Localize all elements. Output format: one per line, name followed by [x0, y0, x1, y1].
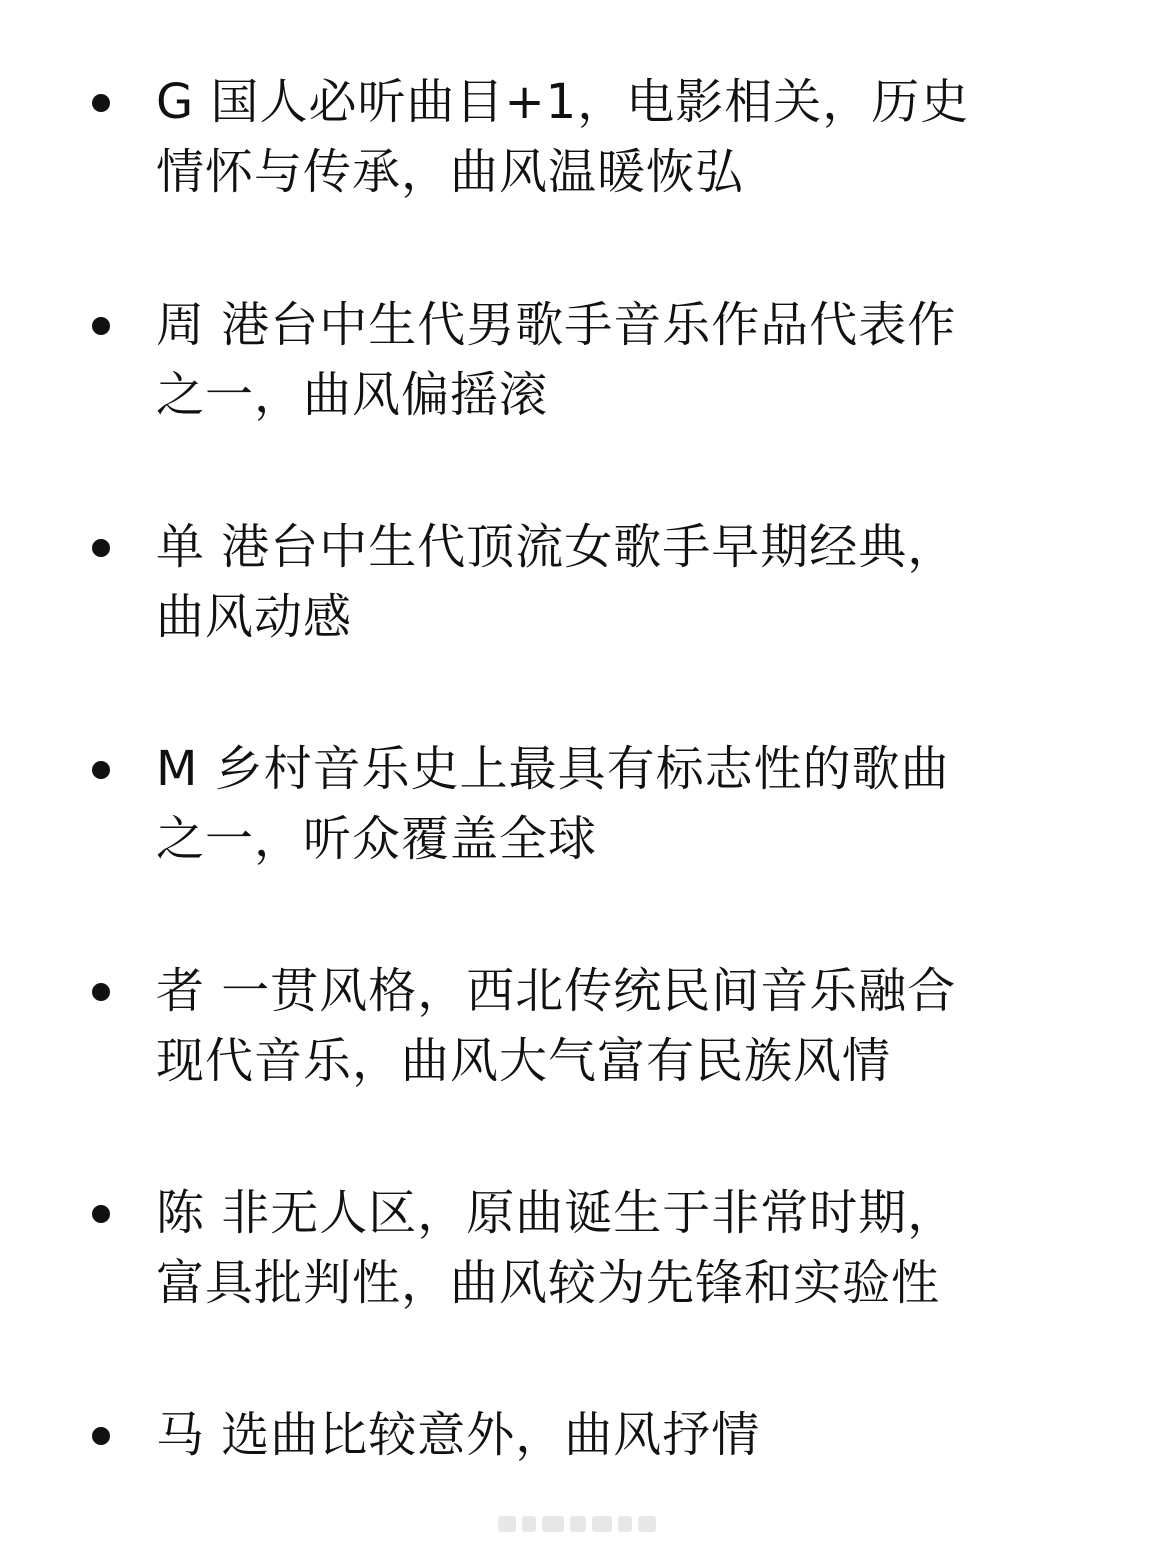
watermark-mark [522, 1516, 536, 1532]
list-item-text: 者 一贯风格，西北传统民间音乐融合 现代音乐，曲风大气富有民族风情 [156, 963, 957, 1089]
bullet-dot [92, 94, 110, 112]
bullet-dot [92, 1205, 110, 1223]
bullet-dot [92, 761, 110, 779]
list-item-text: 马 选曲比较意外，曲风抒情 [156, 1407, 761, 1463]
watermark-mark [570, 1516, 586, 1532]
bullet-dot [92, 983, 110, 1001]
watermark-mark [618, 1516, 632, 1532]
list-item-text: 单 港台中生代顶流女歌手早期经典， 曲风动感 [156, 519, 957, 645]
watermark-mark [498, 1516, 516, 1532]
watermark [498, 1512, 668, 1536]
bullet-dot [92, 317, 110, 335]
watermark-mark [592, 1516, 612, 1532]
bullet-dot [92, 1427, 110, 1445]
list-item-text: 周 港台中生代男歌手音乐作品代表作 之一，曲风偏摇滚 [156, 297, 957, 423]
list-item-text: M 乡村音乐史上最具有标志性的歌曲 之一，听众覆盖全球 [156, 741, 950, 867]
list-item-text: G 国人必听曲目+1，电影相关，历史 情怀与传承，曲风温暖恢弘 [156, 74, 970, 200]
watermark-mark [638, 1516, 656, 1532]
list-item-text: 陈 非无人区，原曲诞生于非常时期， 富具批判性，曲风较为先锋和实验性 [156, 1185, 957, 1311]
watermark-mark [542, 1516, 564, 1532]
bullet-dot [92, 539, 110, 557]
